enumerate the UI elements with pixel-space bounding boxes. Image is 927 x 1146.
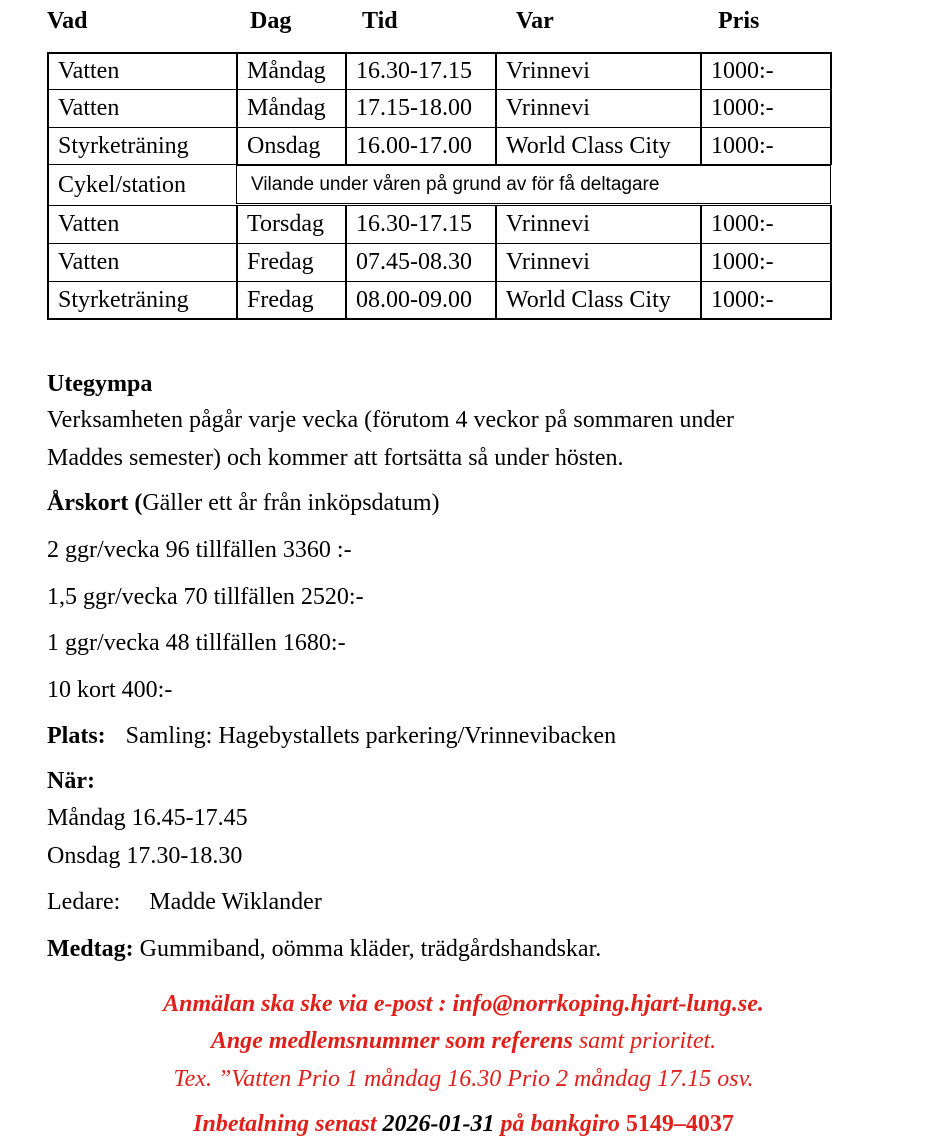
payment-label: Inbetalning senast bbox=[193, 1111, 377, 1137]
table-cell: 07.45-08.30 bbox=[356, 249, 472, 275]
medtag-line bbox=[47, 930, 601, 968]
header-dag: Dag bbox=[250, 8, 292, 34]
plats-label: Plats: bbox=[47, 723, 106, 749]
table-cell: Vrinnevi bbox=[506, 211, 590, 237]
footer-payment bbox=[0, 1105, 927, 1143]
table-cell: World Class City bbox=[506, 133, 671, 159]
footer-referens bbox=[0, 1022, 927, 1060]
plats-value: Samling: Hagebystallets parkering/Vrinnevibacken bbox=[125, 723, 617, 749]
medtag-label: Medtag: bbox=[47, 936, 134, 962]
table-cell: Vatten bbox=[58, 58, 120, 84]
table-cell: 1000:- bbox=[711, 133, 774, 159]
ledare-value: Madde Wiklander bbox=[149, 889, 322, 915]
header-pris: Pris bbox=[718, 8, 760, 34]
arskort-note: Gäller ett år från inköpsdatum) bbox=[142, 490, 440, 516]
table-cell: Vrinnevi bbox=[506, 95, 590, 121]
table-cell: Cykel/station bbox=[58, 172, 186, 198]
arskort-label: Årskort ( bbox=[47, 490, 143, 516]
table-cell: 1000:- bbox=[711, 95, 774, 121]
table-cell: Fredag bbox=[247, 287, 314, 313]
arskort-heading bbox=[47, 484, 440, 522]
price-item: 1,5 ggr/vecka 70 tillfällen 2520:- bbox=[47, 584, 364, 610]
utegympa-title: Utegympa bbox=[47, 371, 153, 397]
table-cell: Styrketräning bbox=[58, 133, 189, 159]
footer-referens-bold: Ange medlemsnummer som referens bbox=[210, 1028, 573, 1054]
table-line bbox=[830, 52, 832, 165]
nar-label: När: bbox=[47, 768, 95, 794]
table-cell: Vrinnevi bbox=[506, 58, 590, 84]
price-item: 10 kort 400:- bbox=[47, 677, 173, 703]
table-cell: 1000:- bbox=[711, 249, 774, 275]
plats-line bbox=[47, 717, 616, 755]
price-item: 2 ggr/vecka 96 tillfällen 3360 :- bbox=[47, 537, 352, 563]
table-cell: 17.15-18.00 bbox=[356, 95, 472, 121]
ledare-line bbox=[47, 883, 322, 921]
nar-time: Onsdag 17.30-18.30 bbox=[47, 843, 243, 869]
table-cell: 16.30-17.15 bbox=[356, 211, 472, 237]
utegympa-desc-line2: Maddes semester) och kommer att fortsätta så under hösten. bbox=[47, 445, 624, 471]
table-cell: Fredag bbox=[247, 249, 314, 275]
table-cell: Onsdag bbox=[247, 133, 321, 159]
table-cell: Vrinnevi bbox=[506, 249, 590, 275]
footer-referens-rest: samt prioritet. bbox=[578, 1028, 717, 1054]
schedule-table bbox=[47, 52, 832, 320]
header-vad: Vad bbox=[47, 8, 88, 34]
payment-bankgiro-number: 5149–4037 bbox=[625, 1111, 734, 1137]
header-var: Var bbox=[516, 8, 554, 34]
table-cell: Vatten bbox=[58, 95, 120, 121]
table-cell: Styrketräning bbox=[58, 287, 189, 313]
table-cell: World Class City bbox=[506, 287, 671, 313]
payment-date: 2026-01-31 bbox=[382, 1111, 495, 1137]
footer-example: Tex. ”Vatten Prio 1 måndag 16.30 Prio 2 måndag 17.15 osv. bbox=[173, 1066, 754, 1092]
price-item: 1 ggr/vecka 48 tillfällen 1680:- bbox=[47, 630, 346, 656]
cykel-note: Vilande under våren på grund av för få deltagare bbox=[251, 174, 660, 195]
table-cell: 08.00-09.00 bbox=[356, 287, 472, 313]
medtag-value: Gummiband, oömma kläder, trädgårdshandskar. bbox=[139, 936, 602, 962]
table-cell: 1000:- bbox=[711, 287, 774, 313]
header-tid: Tid bbox=[362, 8, 398, 34]
table-cell: Vatten bbox=[58, 249, 120, 275]
table-cell: 16.00-17.00 bbox=[356, 133, 472, 159]
table-line bbox=[830, 165, 831, 204]
nar-time: Måndag 16.45-17.45 bbox=[47, 805, 248, 831]
table-cell: Måndag bbox=[247, 95, 326, 121]
table-cell: 16.30-17.15 bbox=[356, 58, 472, 84]
footer-anmalan: Anmälan ska ske via e-post : info@norrkoping.hjart-lung.se. bbox=[163, 991, 764, 1017]
table-cell: Vatten bbox=[58, 211, 120, 237]
table-cell: Torsdag bbox=[247, 211, 324, 237]
utegympa-desc-line1: Verksamheten pågår varje vecka (förutom 4 veckor på sommaren under bbox=[47, 407, 735, 433]
table-cell: 1000:- bbox=[711, 58, 774, 84]
ledare-label: Ledare: bbox=[47, 889, 121, 915]
table-cell: Måndag bbox=[247, 58, 326, 84]
table-line bbox=[830, 205, 832, 320]
payment-bankgiro-label: på bankgiro bbox=[500, 1111, 620, 1137]
table-cell: 1000:- bbox=[711, 211, 774, 237]
